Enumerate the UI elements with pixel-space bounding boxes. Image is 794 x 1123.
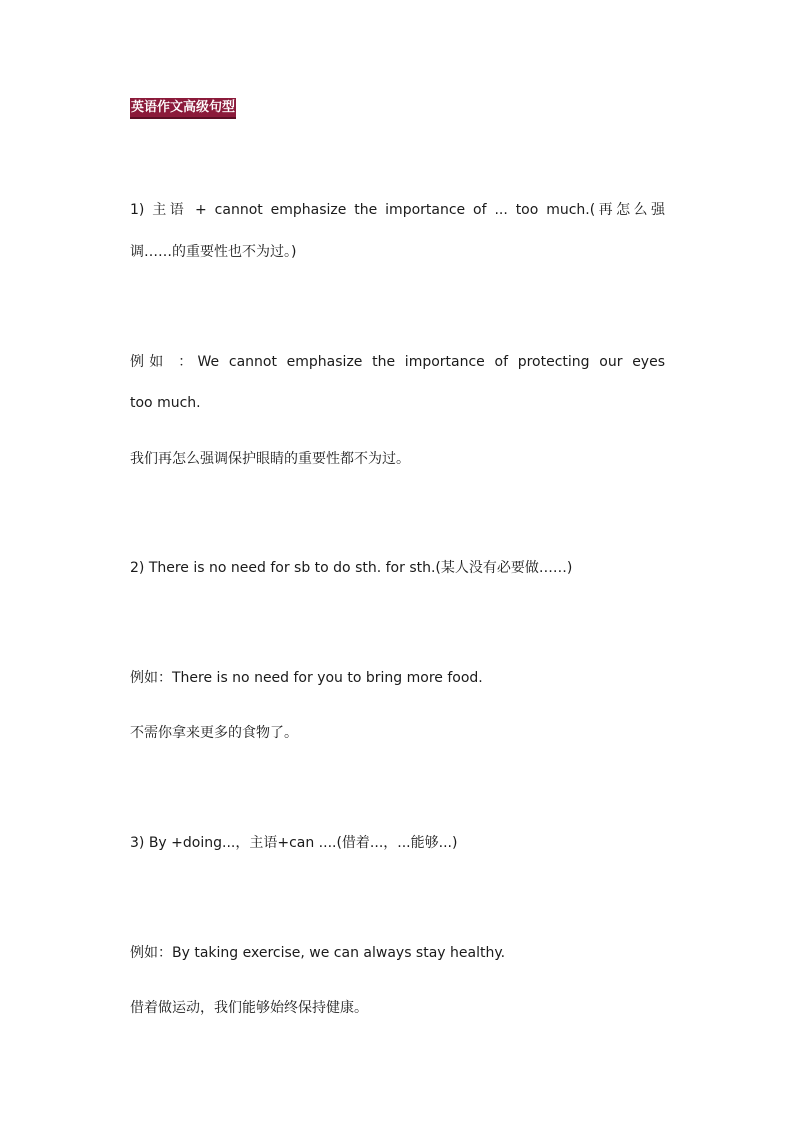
section-title: 英语作文高级句型 [130,98,236,119]
pattern-1-line-2: 调……的重要性也不为过。) [130,244,297,260]
example-1-line-1: 例如 ：We cannot emphasize the importance of protecting our eyes [130,354,665,370]
example-3-line-1: 例如：By taking exercise, we can always stay healthy. [130,945,506,961]
translation-1: 我们再怎么强调保护眼睛的重要性都不为过。 [130,451,410,467]
pattern-2-line-1: 2) There is no need for sb to do sth. for sth.(某人没有必要做……) [130,560,573,576]
example-1-line-2: too much. [130,395,201,411]
translation-2: 不需你拿来更多的食物了。 [130,725,298,741]
translation-3: 借着做运动，我们能够始终保持健康。 [130,1000,368,1016]
example-2-line-1: 例如：There is no need for you to bring more food. [130,670,483,686]
pattern-1-line-1: 1) 主语 + cannot emphasize the importance of ... too much.(再怎么强 [130,202,665,218]
pattern-3-line-1: 3) By +doing...，主语+can ....(借着...，...能够...) [130,835,458,851]
